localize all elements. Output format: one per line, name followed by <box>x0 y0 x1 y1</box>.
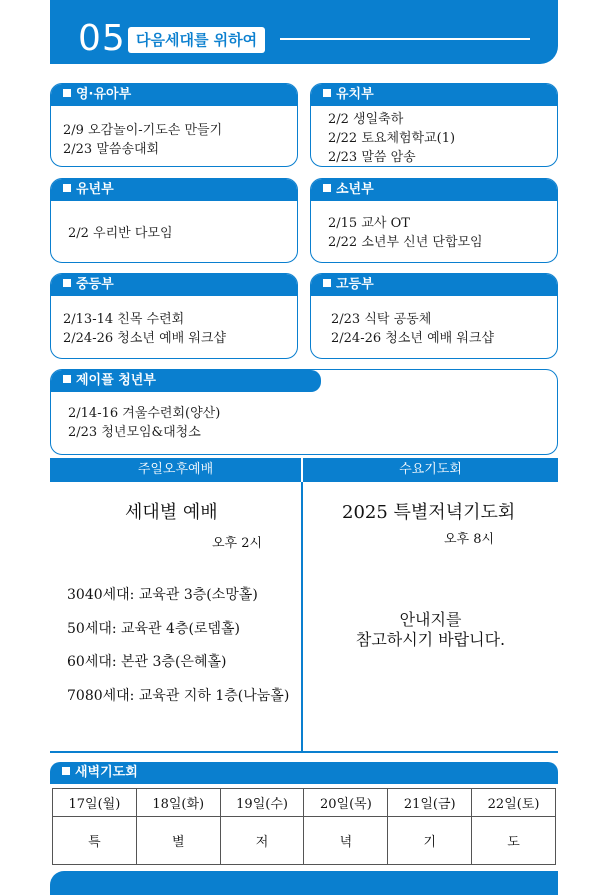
wednesday-service-title: 2025 특별저녁기도회 <box>342 502 516 523</box>
square-bullet-icon <box>62 767 70 775</box>
dept-children-header <box>51 179 297 201</box>
wednesday-service-header: 수요기도회 <box>303 458 558 482</box>
generation-row: 60세대: 본관 3층(은혜홀) <box>67 654 227 670</box>
header-rule <box>280 38 530 40</box>
dept-boys-box <box>310 178 558 263</box>
dept-infant-header <box>51 84 297 106</box>
square-bullet-icon <box>323 89 331 97</box>
dept-high-item: 2/23 식탁 공동체 <box>331 312 432 327</box>
char-cell: 저 <box>220 817 304 865</box>
dept-high-header <box>311 274 557 296</box>
dept-infant-item: 2/23 말씀송대회 <box>63 142 160 157</box>
dept-infant-item: 2/9 오감놀이-기도손 만들기 <box>63 123 223 138</box>
section-number: 05 <box>78 18 126 59</box>
wednesday-notice-line: 참고하시기 바랍니다. <box>355 630 506 649</box>
dept-kinder-header <box>311 84 557 106</box>
day-cell: 19일(수) <box>220 789 304 817</box>
square-bullet-icon <box>323 279 331 287</box>
dept-kinder-box <box>310 83 558 167</box>
table-row <box>53 789 556 817</box>
dept-middle-box <box>50 273 298 359</box>
sunday-service-time: 오후 2시 <box>212 536 263 551</box>
day-cell: 18일(화) <box>136 789 220 817</box>
square-bullet-icon <box>63 184 71 192</box>
wednesday-notice-line: 안내지를 <box>399 610 462 629</box>
services-bottom-rule <box>50 751 558 753</box>
char-cell: 기 <box>388 817 472 865</box>
char-cell: 특 <box>53 817 137 865</box>
dept-high-item: 2/24-26 청소년 예배 워크샵 <box>331 331 494 346</box>
dept-middle-item: 2/13-14 친목 수련회 <box>63 312 185 327</box>
dept-boys-item: 2/22 소년부 신년 단합모임 <box>328 235 483 250</box>
day-cell: 22일(토) <box>472 789 556 817</box>
dawn-prayer-title: 새벽기도회 <box>75 765 138 780</box>
dept-kinder-item: 2/22 토요체험학교(1) <box>328 131 456 146</box>
generation-row: 3040세대: 교육관 3층(소망홀) <box>67 587 258 603</box>
day-cell: 21일(금) <box>388 789 472 817</box>
dept-youth-header <box>51 370 321 392</box>
dept-boys-item: 2/15 교사 OT <box>328 216 410 231</box>
dept-middle-item: 2/24-26 청소년 예배 워크샵 <box>63 331 226 346</box>
wednesday-service-time: 오후 8시 <box>444 532 495 547</box>
dept-high-box <box>310 273 558 359</box>
dawn-prayer-header <box>50 762 558 784</box>
section-title-box <box>128 27 265 53</box>
day-cell: 17일(월) <box>53 789 137 817</box>
dept-children-name: 유년부 <box>76 182 114 197</box>
dept-youth-item: 2/14-16 겨울수련회(양산) <box>68 406 221 421</box>
sunday-service-title: 세대별 예배 <box>125 502 218 523</box>
dept-youth-name: 제이플 청년부 <box>76 373 156 388</box>
dept-middle-header <box>51 274 297 296</box>
dept-children-box <box>50 178 298 263</box>
char-cell: 도 <box>472 817 556 865</box>
generation-row: 7080세대: 교육관 지하 1층(나눔홀) <box>67 688 290 704</box>
square-bullet-icon <box>323 184 331 192</box>
table-row <box>53 817 556 865</box>
section-title: 다음세대를 위하여 <box>136 31 258 49</box>
dept-youth-box <box>50 369 558 455</box>
dept-infant-name: 영·유아부 <box>76 87 132 102</box>
square-bullet-icon <box>63 375 71 383</box>
square-bullet-icon <box>63 279 71 287</box>
dept-kinder-item: 2/2 생일축하 <box>328 112 404 127</box>
generation-row: 50세대: 교육관 4층(로뎀홀) <box>67 621 240 637</box>
dept-children-item: 2/2 우리반 다모임 <box>68 226 173 241</box>
day-cell: 20일(목) <box>304 789 388 817</box>
footer-bar <box>50 871 558 895</box>
dept-youth-item: 2/23 청년모임&대청소 <box>68 425 201 440</box>
dept-middle-name: 중등부 <box>76 277 114 292</box>
char-cell: 녁 <box>304 817 388 865</box>
dept-high-name: 고등부 <box>336 277 374 292</box>
dept-kinder-item: 2/23 말씀 암송 <box>328 150 416 165</box>
dept-boys-name: 소년부 <box>336 182 374 197</box>
sunday-service-header: 주일오후예배 <box>50 458 301 482</box>
section-header-bar <box>50 0 558 64</box>
char-cell: 별 <box>136 817 220 865</box>
square-bullet-icon <box>63 89 71 97</box>
dept-kinder-name: 유치부 <box>336 87 374 102</box>
dawn-prayer-table <box>52 788 556 865</box>
dept-boys-header <box>311 179 557 201</box>
dept-infant-box <box>50 83 298 167</box>
